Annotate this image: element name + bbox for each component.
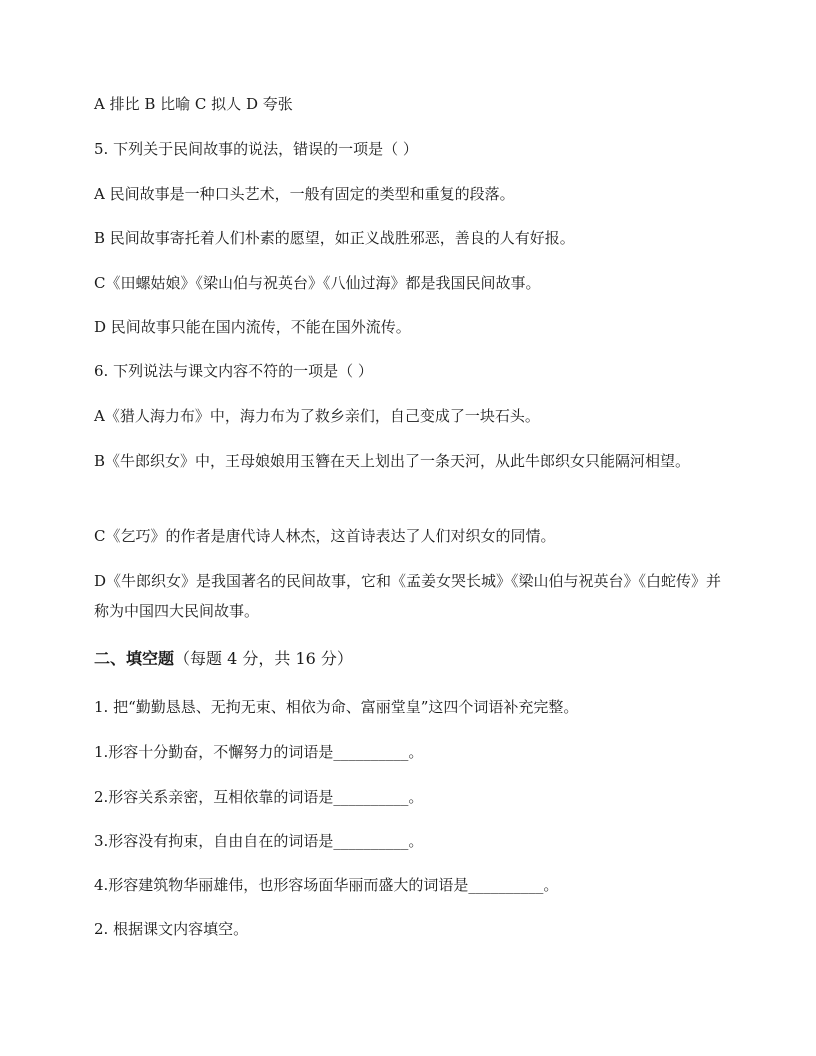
question-5-option-c: C《田螺姑娘》《梁山伯与祝英台》《八仙过海》都是我国民间故事。 <box>94 274 541 292</box>
question-6-option-b: B《牛郎织女》中，王母娘娘用玉簪在天上划出了一条天河，从此牛郎织女只能隔河相望。 <box>94 452 691 470</box>
question-6-option-c: C《乞巧》的作者是唐代诗人林杰，这首诗表达了人们对织女的同情。 <box>94 527 556 545</box>
fill-question-1-stem: 1. 把“勤勤恳恳、无拘无束、相依为命、富丽堂皇”这四个词语补充完整。 <box>94 698 579 716</box>
question-5-option-b: B 民间故事寄托着人们朴素的愿望，如正义战胜邪恶，善良的人有好报。 <box>94 229 575 247</box>
question-6-stem: 6. 下列说法与课文内容不符的一项是（ ） <box>94 362 373 380</box>
fill-question-1-item-2: 2.形容关系亲密，互相依靠的词语是__________。 <box>94 788 424 806</box>
question-6-option-a: A《猎人海力布》中，海力布为了救乡亲们，自己变成了一块石头。 <box>94 407 540 425</box>
question-5-option-d: D 民间故事只能在国内流传，不能在国外流传。 <box>94 318 411 336</box>
fill-question-1-item-3: 3.形容没有拘束，自由自在的词语是__________。 <box>94 832 424 850</box>
question-6-option-d: D《牛郎织女》是我国著名的民间故事，它和《孟姜女哭长城》《梁山伯与祝英台》《白蛇传》并称为中国四大民间故事。 <box>94 572 722 620</box>
fill-question-1-item-1: 1.形容十分勤奋，不懈努力的词语是__________。 <box>94 743 424 761</box>
fill-question-1-item-4: 4.形容建筑物华丽雄伟，也形容场面华丽而盛大的词语是__________。 <box>94 876 559 894</box>
fill-question-2-stem: 2. 根据课文内容填空。 <box>94 920 249 938</box>
section-2-note: （每题 4 分，共 16 分） <box>174 649 353 668</box>
section-2-heading <box>94 649 734 669</box>
question-4-options: A 排比 B 比喻 C 拟人 D 夸张 <box>94 95 293 113</box>
section-2-title: 二、填空题 <box>94 649 175 668</box>
question-5-stem: 5. 下列关于民间故事的说法，错误的一项是（ ） <box>94 140 418 158</box>
question-5-option-a: A 民间故事是一种口头艺术，一般有固定的类型和重复的段落。 <box>94 185 515 203</box>
